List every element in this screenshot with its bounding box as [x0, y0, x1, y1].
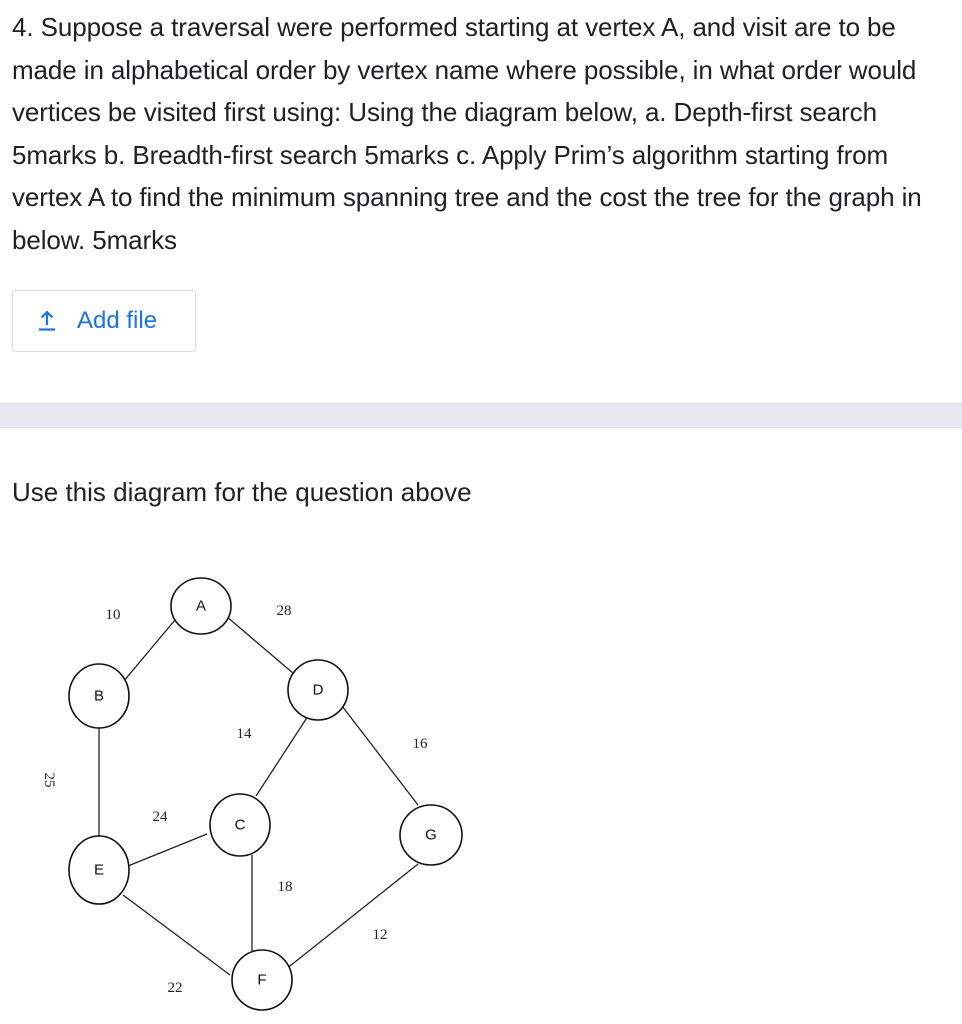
node-c	[210, 794, 270, 856]
edge-a-d	[226, 616, 294, 674]
weight-a-d: 28	[276, 603, 292, 619]
edge-e-f	[123, 895, 230, 975]
node-e-label: E	[93, 861, 105, 879]
node-a	[171, 578, 231, 634]
node-g	[400, 805, 462, 865]
node-a-label: A	[195, 597, 207, 615]
weight-c-f: 18	[277, 879, 293, 895]
edge-d-c	[256, 716, 308, 796]
upload-icon	[35, 309, 59, 333]
node-f	[232, 950, 292, 1010]
node-b	[69, 664, 129, 728]
node-g-label: G	[425, 826, 437, 844]
weight-e-c: 24	[152, 809, 168, 825]
node-e	[69, 836, 129, 904]
section-divider	[0, 403, 962, 428]
node-f-label: F	[257, 971, 267, 989]
question-text: 4. Suppose a traversal were performed starting at vertex A, and visit are to be made in alphabetical order by vertex name where possible, in what order would vertices be visited first using: Using the diagram below, a. Depth-first search 5marks b. Breadth-first search 5marks c. Apply Prim’s algorithm starting from vertex A to find the minimum spanning tree and the cost the tree for the graph in below. 5marks	[12, 12, 922, 255]
weight-a-b: 10	[105, 607, 121, 623]
graph-diagram	[0, 540, 500, 1024]
edge-g-f	[285, 864, 418, 970]
edge-e-c	[128, 834, 207, 866]
weight-g-f: 12	[372, 927, 388, 943]
weight-d-g: 16	[412, 736, 428, 752]
edge-d-g	[342, 706, 418, 805]
weight-b-e: 25	[41, 772, 57, 788]
node-d-label: D	[312, 681, 324, 699]
weight-d-c: 14	[236, 726, 252, 742]
node-d	[288, 660, 348, 720]
node-b-label: B	[93, 687, 105, 705]
edge-a-b	[118, 614, 180, 688]
weight-e-f: 22	[167, 980, 183, 996]
add-file-label: Add file	[77, 307, 158, 334]
add-file-button[interactable]	[12, 290, 196, 352]
section-title: Use this diagram for the question above	[12, 477, 472, 507]
node-c-label: C	[234, 816, 246, 834]
